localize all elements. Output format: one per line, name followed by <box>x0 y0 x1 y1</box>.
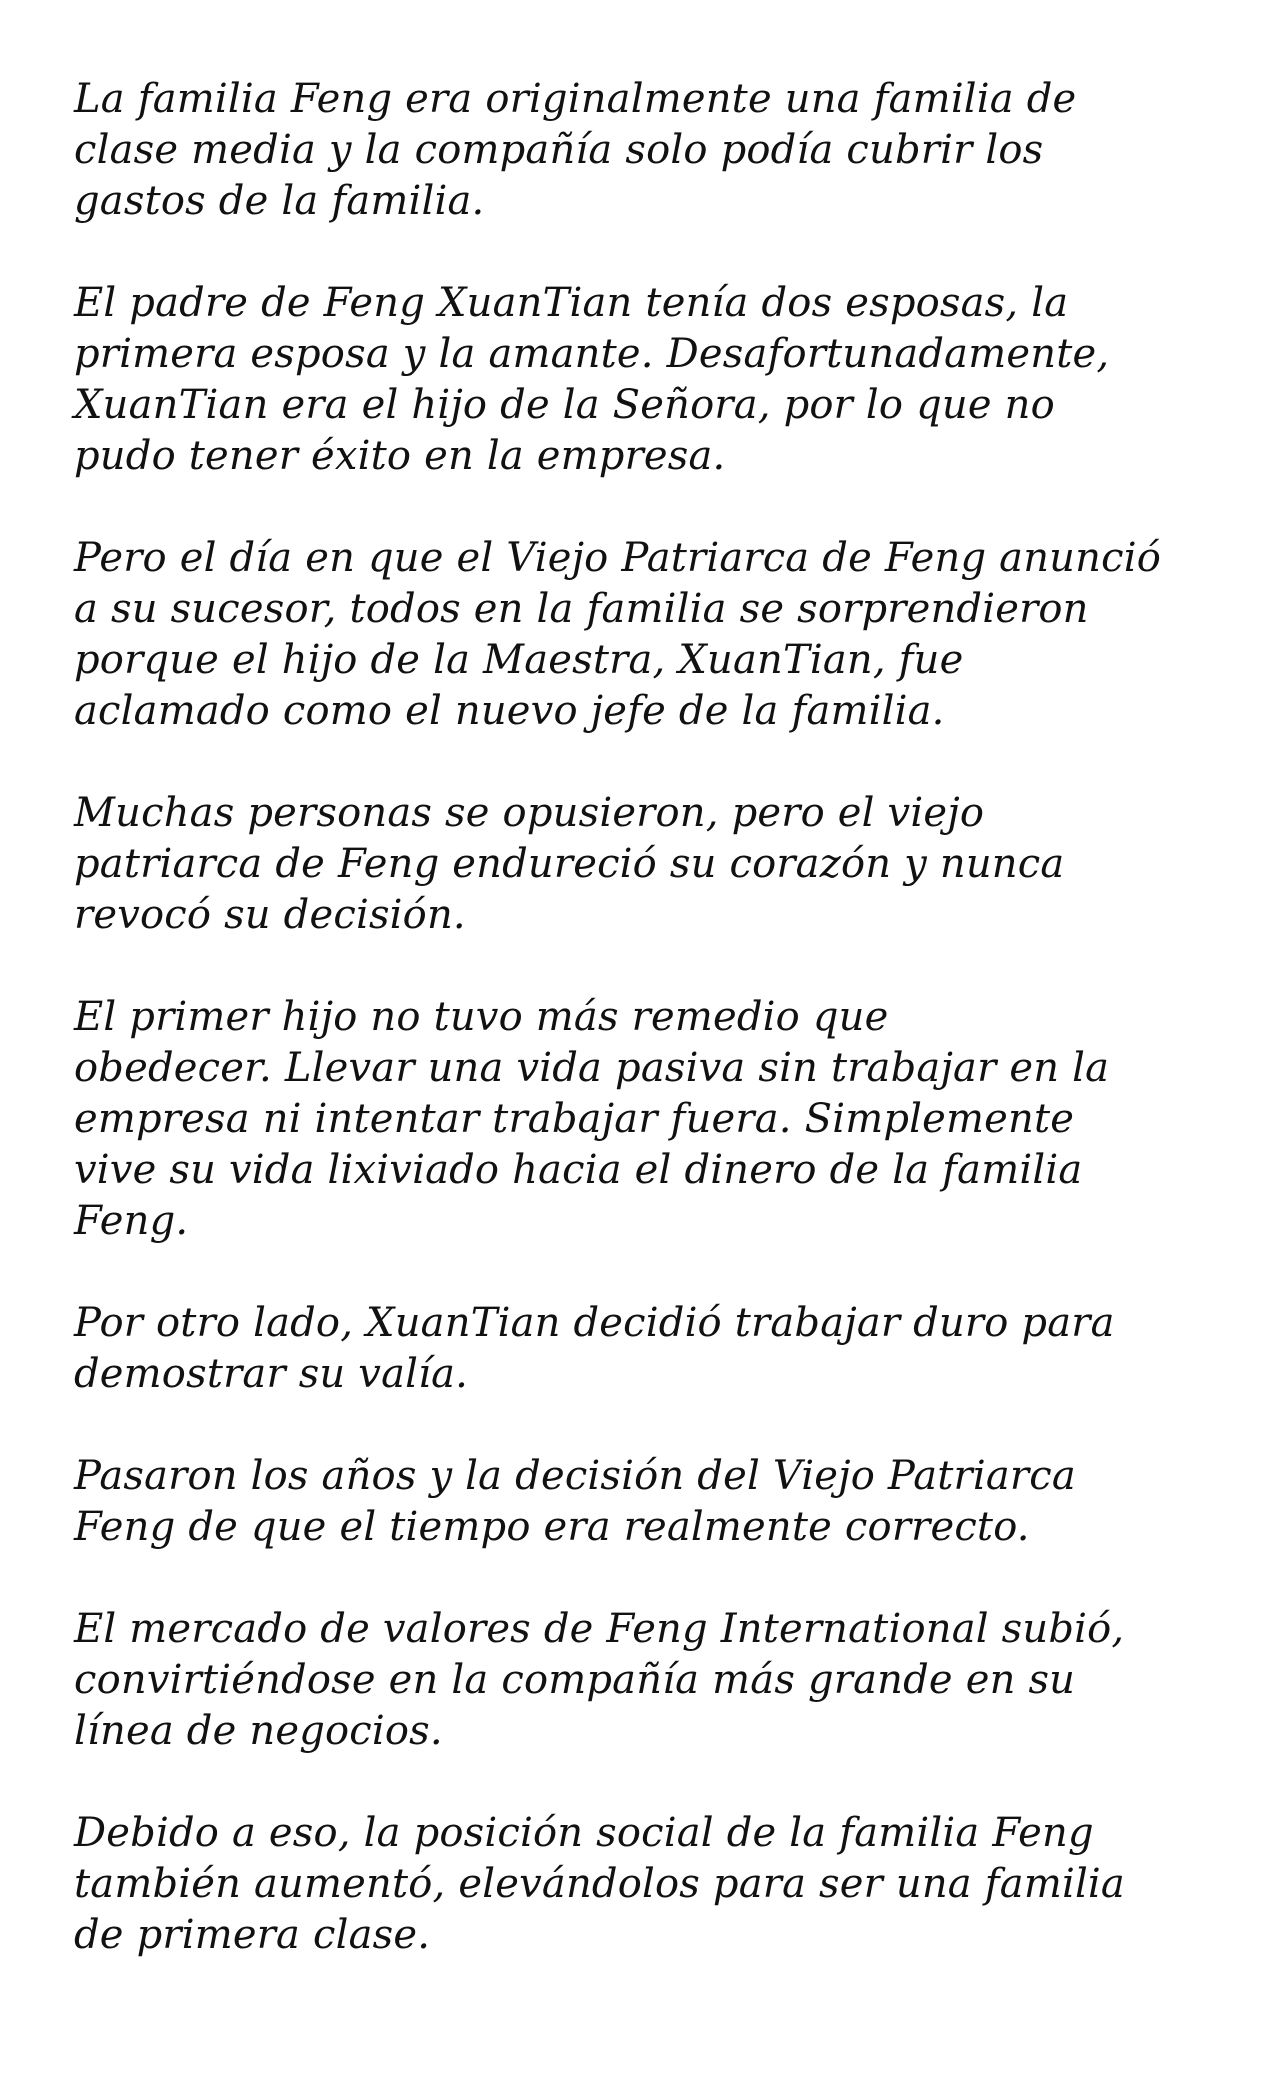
paragraph-8: El mercado de valores de Feng International subió, convirtiéndose en la compañía más grande en su línea de negocios. <box>74 1606 1125 1754</box>
paragraph-4: Muchas personas se opusieron, pero el viejo patriarca de Feng endureció su corazón y nunca revocó su decisión. <box>74 790 1065 938</box>
paragraph-3: Pero el día en que el Viejo Patriarca de Feng anunció a su sucesor, todos en la familia se sorprendieron porque el hijo de la Maestra, XuanTian, fue aclamado como el nuevo jefe de la familia. <box>74 535 1161 734</box>
document-body <box>74 74 1234 2012</box>
paragraph-5: El primer hijo no tuvo más remedio que obedecer. Llevar una vida pasiva sin trabajar en la empresa ni intentar trabajar fuera. Simplemente vive su vida lixiviado hacia el dinero de la familia Feng. <box>74 994 1110 1244</box>
paragraph-7: Pasaron los años y la decisión del Viejo Patriarca Feng de que el tiempo era realmente correcto. <box>74 1453 1076 1550</box>
paragraph-1: La familia Feng era originalmente una familia de clase media y la compañía solo podía cubrir los gastos de la familia. <box>74 76 1077 224</box>
paragraph-9: Debido a eso, la posición social de la familia Feng también aumentó, elevándolos para ser una familia de primera clase. <box>74 1810 1125 1958</box>
paragraph-2: El padre de Feng XuanTian tenía dos esposas, la primera esposa y la amante. Desafortunadamente, XuanTian era el hijo de la Señora, por lo que no pudo tener éxito en la empresa. <box>74 280 1110 479</box>
paragraph-6: Por otro lado, XuanTian decidió trabajar duro para demostrar su valía. <box>74 1300 1115 1397</box>
